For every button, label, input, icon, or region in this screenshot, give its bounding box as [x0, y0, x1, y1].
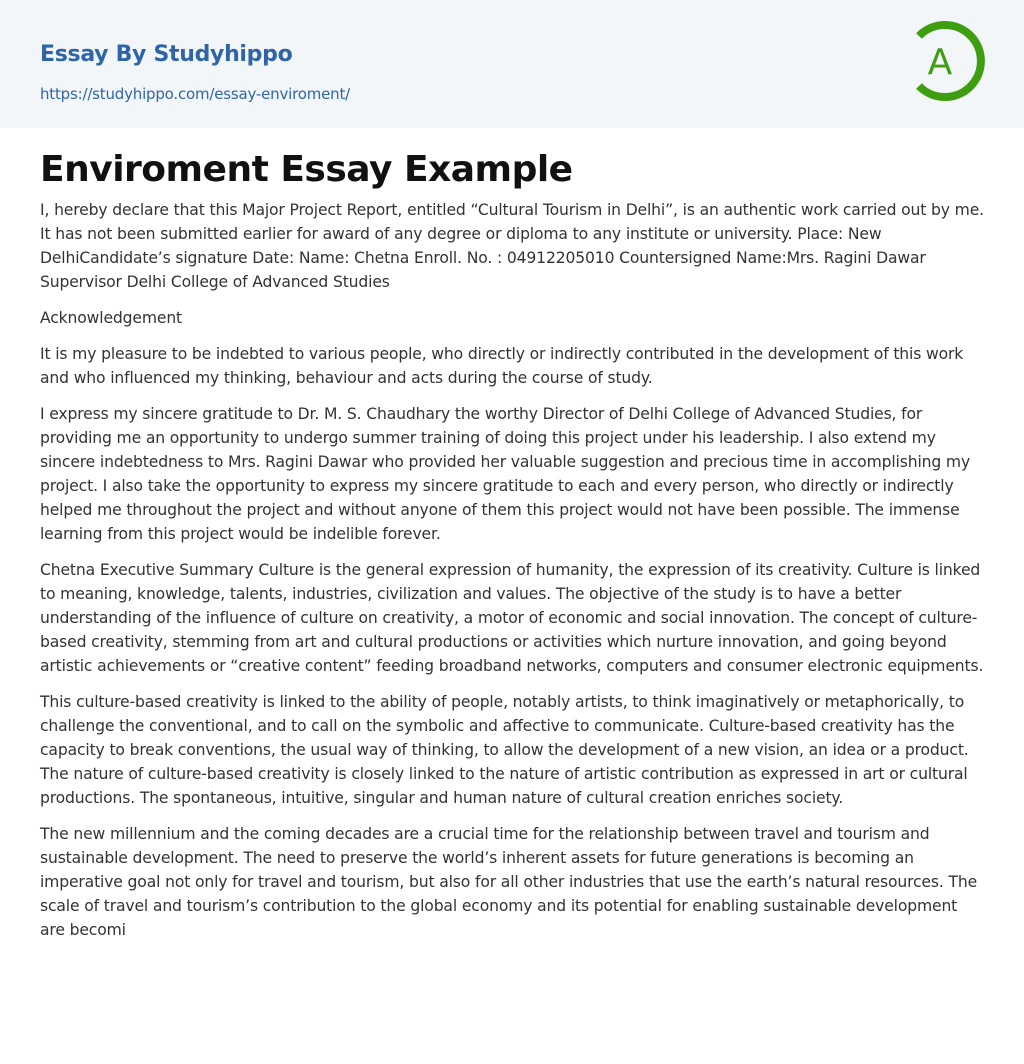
logo-letter: A: [927, 42, 953, 83]
essay-title: Enviroment Essay Example: [40, 149, 573, 190]
essay-body: [40, 198, 986, 942]
paragraph: Chetna Executive Summary Culture is the general expression of humanity, the expression of its creativity. Culture is linked to meaning, knowledge, talents, industries, civilization and values. The objective of the study is to have a better understanding of the influence of culture on creativity, a motor of economic and social innovation. The concept of culture-based creativity, stemming from art and cultural productions or activities which nurture innovation, and going beyond artistic achievements or “creative content” feeding broadband networks, computers and consumer electronic equipments.: [40, 561, 984, 675]
paragraph-acknowledgement-heading: Acknowledgement: [40, 309, 183, 327]
paragraph-declaration: I, hereby declare that this Major Project Report, entitled “Cultural Tourism in Delhi”, is an authentic work carried out by me. It has not been submitted earlier for award of any degree or diploma to any institute or university. Place: New DelhiCandidate’s signature Date: Name: Chetna Enroll. No. : 04912205010 Countersigned Name:Mrs. Ragini Dawar Supervisor Delhi College of Advanced Studies: [40, 201, 984, 291]
site-header: [0, 0, 1024, 128]
essay-url-link[interactable]: https://studyhippo.com/essay-enviroment/: [40, 85, 351, 103]
paragraph: This culture-based creativity is linked to the ability of people, notably artists, to think imaginatively or metaphorically, to challenge the conventional, and to call on the symbolic and affective to communicate. Culture-based creativity has the capacity to break conventions, the usual way of thinking, to allow the development of a new vision, an idea or a product. The nature of culture-based creativity is closely linked to the nature of artistic contribution as expressed in art or cultural productions. The spontaneous, intuitive, singular and human nature of cultural creation enriches society.: [40, 693, 969, 807]
paragraph: The new millennium and the coming decades are a crucial time for the relationship between travel and tourism and sustainable development. The need to preserve the world’s inherent assets for future generations is becoming an imperative goal not only for travel and tourism, but also for all other industries that use the earth’s natural resources. The scale of travel and tourism’s contribution to the global economy and its potential for enabling sustainable development are becomi: [40, 825, 978, 939]
paragraph: I express my sincere gratitude to Dr. M. S. Chaudhary the worthy Director of Delhi College of Advanced Studies, for providing me an opportunity to undergo summer training of doing this project under his leadership. I also extend my sincere indebtedness to Mrs. Ragini Dawar who provided her valuable suggestion and precious time in accomplishing my project. I also take the opportunity to express my sincere gratitude to each and every person, who directly or indirectly helped me throughout the project and without anyone of them this project would not have been possible. The immense learning from this project would be indelible forever.: [40, 405, 971, 543]
site-title[interactable]: Essay By Studyhippo: [40, 42, 293, 67]
paragraph: It is my pleasure to be indebted to various people, who directly or indirectly contributed in the development of this work and who influenced my thinking, behaviour and acts during the course of study.: [40, 345, 964, 387]
studyhippo-logo-icon[interactable]: [905, 18, 991, 104]
